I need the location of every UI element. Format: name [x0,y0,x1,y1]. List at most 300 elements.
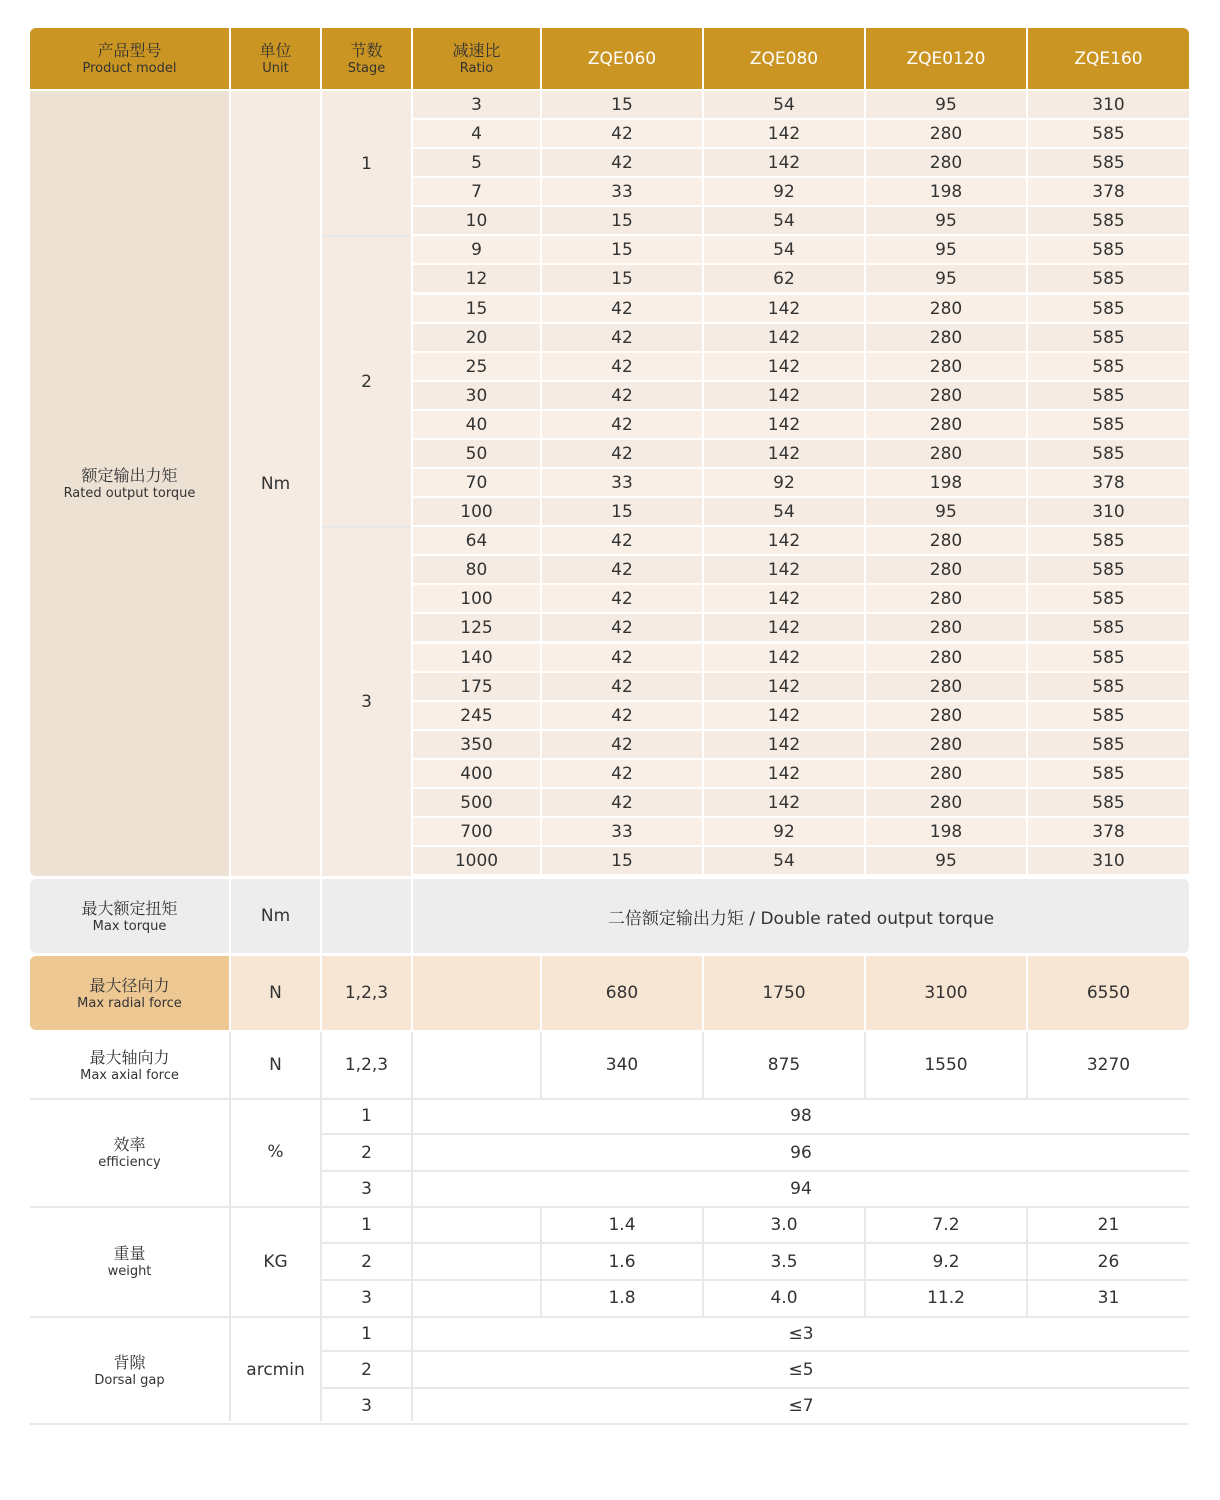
torque-value-cell [704,585,864,612]
torque-value: 142 [767,530,801,551]
efficiency-value [413,1098,1189,1134]
torque-value: 280 [929,763,963,784]
ratio-value: 80 [465,559,488,580]
weight-value-cell [1028,1207,1189,1243]
torque-value-cell [542,498,702,525]
torque-value-cell [704,498,864,525]
torque-value: 42 [611,676,633,697]
backlash-label [30,1316,229,1424]
ratio-value: 125 [460,617,493,638]
stage-cell [322,236,411,527]
torque-value: 42 [611,588,633,609]
max-axial-en: Max axial force [80,1067,179,1083]
torque-value-cell [542,382,702,409]
torque-value-cell [704,847,864,874]
torque-value-cell [704,731,864,758]
torque-value-cell [704,469,864,496]
ratio-value: 5 [471,152,482,173]
unit-text: KG [263,1251,288,1272]
stage-text: 2 [361,1142,372,1163]
torque-value: 92 [773,472,795,493]
max-axial-unit [231,1032,320,1098]
torque-value: 280 [929,443,963,464]
weight-value: 1.6 [608,1251,636,1272]
torque-value: 198 [929,472,963,493]
row-divider [30,1423,1189,1425]
max-radial-cn: 最大径向力 [89,975,170,995]
weight-value: 1.8 [608,1288,636,1308]
torque-value: 378 [1092,472,1125,493]
torque-value: 54 [773,501,795,522]
max-radial-stage [322,956,411,1030]
weight-stage [322,1280,411,1316]
column-divider [864,1207,866,1316]
torque-value: 33 [611,472,633,493]
torque-value-cell [866,440,1026,467]
torque-value: 585 [1092,327,1125,348]
stage-text: 3 [361,1288,372,1308]
torque-value: 15 [611,94,633,115]
torque-value-cell [866,614,1026,641]
torque-value: 95 [935,850,957,871]
torque-value: 142 [767,327,801,348]
torque-value-cell [542,207,702,234]
column-divider [1026,1032,1028,1098]
ratio-value: 30 [465,385,488,406]
ratio-cell [413,295,540,322]
ratio-value: 7 [471,181,482,202]
torque-value-cell [1028,411,1189,438]
max-radial-value-cell [1028,956,1189,1030]
torque-value-cell [704,149,864,176]
header-stage-en: Stage [347,61,386,76]
weight-value: 21 [1097,1215,1120,1235]
weight-stage [322,1207,411,1243]
header-model [30,28,229,89]
ratio-value: 140 [460,647,493,668]
efficiency-cn: 效率 [113,1134,146,1154]
header-unit [231,28,320,89]
torque-value: 42 [611,647,633,668]
backlash-value-text: ≤5 [788,1359,814,1380]
stage-text: 1,2,3 [344,983,389,1003]
backlash-stage [322,1316,411,1351]
backlash-stage [322,1388,411,1424]
torque-value: 95 [935,239,957,260]
weight-value: 31 [1097,1288,1120,1308]
torque-value-cell [1028,644,1189,671]
torque-value-cell [1028,178,1189,205]
torque-value: 142 [767,298,801,319]
backlash-stage [322,1351,411,1388]
ratio-cell [413,178,540,205]
weight-value-cell [1028,1243,1189,1280]
backlash-en: Dorsal gap [94,1372,165,1388]
torque-value: 42 [611,530,633,551]
torque-value: 142 [767,414,801,435]
ratio-value: 64 [465,530,488,551]
torque-value-cell [866,91,1026,118]
torque-value-cell [704,411,864,438]
torque-value: 585 [1092,239,1125,260]
column-divider [411,1032,413,1421]
torque-value: 142 [767,123,801,144]
weight-value-cell [866,1280,1026,1316]
torque-value: 585 [1092,443,1125,464]
weight-value-cell [1028,1280,1189,1316]
ratio-cell [413,556,540,583]
torque-value: 142 [767,443,801,464]
max-axial-value-cell [542,1032,702,1098]
torque-value: 33 [611,181,633,202]
torque-value: 62 [773,268,795,289]
torque-value: 142 [767,588,801,609]
max-radial-value-cell [704,956,864,1030]
torque-value-cell [866,585,1026,612]
stage-text: 1 [361,1215,372,1235]
torque-value: 280 [929,414,963,435]
max-radial-en: Max radial force [77,995,182,1011]
torque-value-cell [1028,120,1189,147]
torque-value: 42 [611,559,633,580]
torque-value: 585 [1092,385,1125,406]
ratio-cell [413,120,540,147]
unit-text: % [267,1142,284,1162]
weight-cn: 重量 [113,1244,146,1263]
max-axial-value-cell [1028,1032,1189,1098]
torque-value: 585 [1092,763,1125,784]
torque-value-cell [866,236,1026,263]
torque-value: 33 [611,821,633,842]
torque-value: 585 [1092,559,1125,580]
header-model-2 [866,28,1026,89]
torque-value: 42 [611,414,633,435]
torque-value: 280 [929,588,963,609]
torque-value: 92 [773,821,795,842]
torque-value-cell [542,295,702,322]
max-torque-label [30,879,229,953]
weight-value-cell [866,1243,1026,1280]
stage-text: 2 [361,1359,372,1380]
torque-value-cell [704,644,864,671]
torque-value: 142 [767,763,801,784]
stage-divider [322,526,411,528]
stage-text: 2 [361,1251,372,1272]
rated-torque-label [30,91,229,876]
column-divider [702,1032,704,1098]
torque-value-cell [866,789,1026,816]
torque-value-cell [1028,731,1189,758]
torque-value-cell [866,469,1026,496]
torque-value-cell [542,469,702,496]
torque-value-cell [1028,614,1189,641]
efficiency-value-text: 98 [790,1106,812,1126]
torque-value: 142 [767,559,801,580]
stage-cell [322,527,411,876]
torque-value: 585 [1092,298,1125,319]
torque-value-cell [542,760,702,787]
torque-value-cell [542,91,702,118]
ratio-value: 9 [471,239,482,260]
axial-value: 1550 [924,1055,968,1075]
ratio-cell [413,469,540,496]
weight-value-cell [704,1280,864,1316]
spec-table [30,28,1189,1421]
torque-value-cell [542,440,702,467]
torque-value: 310 [1092,850,1125,871]
header-unit-cn: 单位 [259,41,292,60]
torque-value: 54 [773,239,795,260]
torque-value-cell [704,440,864,467]
torque-value: 585 [1092,792,1125,813]
stage-text: 3 [361,1396,372,1416]
torque-value-cell [1028,207,1189,234]
torque-value-cell [542,585,702,612]
torque-value: 42 [611,792,633,813]
efficiency-unit [231,1098,320,1206]
torque-value-cell [1028,789,1189,816]
backlash-value [413,1388,1189,1424]
torque-value-cell [704,382,864,409]
max-torque-stage [322,879,411,953]
torque-value-cell [542,324,702,351]
torque-value-cell [542,236,702,263]
ratio-value: 50 [465,443,488,464]
weight-value: 9.2 [932,1251,960,1272]
ratio-value: 100 [460,501,493,522]
ratio-value: 1000 [454,850,499,871]
torque-value: 142 [767,705,801,726]
max-torque-value [413,879,1189,953]
weight-value: 11.2 [927,1288,965,1308]
torque-value-cell [542,673,702,700]
header-model-name: ZQE060 [587,48,657,69]
weight-unit [231,1207,320,1316]
torque-value-cell [1028,818,1189,845]
torque-value: 280 [929,559,963,580]
torque-value: 142 [767,356,801,377]
torque-value-cell [542,411,702,438]
torque-value-cell [542,847,702,874]
stage-text: 1 [361,1106,372,1126]
efficiency-stage [322,1171,411,1206]
header-model-name: ZQE160 [1074,48,1143,69]
torque-value: 42 [611,327,633,348]
ratio-cell [413,440,540,467]
torque-value-cell [704,614,864,641]
stage-text: 3 [361,1178,372,1199]
ratio-cell [413,149,540,176]
torque-value-cell [1028,760,1189,787]
ratio-value: 20 [465,327,488,348]
torque-value-cell [542,731,702,758]
torque-value: 95 [935,501,957,522]
torque-value-cell [1028,498,1189,525]
rated-torque-cn: 额定输出力矩 [81,466,178,485]
header-ratio-cn: 减速比 [452,41,501,60]
ratio-value: 700 [460,821,493,842]
torque-value: 142 [767,385,801,406]
stage-divider [322,235,411,237]
torque-value-cell [1028,527,1189,554]
torque-value-cell [542,614,702,641]
weight-stage [322,1243,411,1280]
torque-value: 310 [1092,501,1125,522]
torque-value: 280 [929,327,963,348]
torque-value: 142 [767,647,801,668]
column-divider [320,1032,322,1421]
torque-value: 280 [929,792,963,813]
ratio-value: 175 [460,676,493,697]
torque-value-cell [704,702,864,729]
efficiency-value [413,1171,1189,1206]
ratio-cell [413,818,540,845]
torque-value: 42 [611,298,633,319]
torque-value-cell [704,818,864,845]
torque-value-cell [866,178,1026,205]
torque-value-cell [866,527,1026,554]
efficiency-label [30,1098,229,1206]
torque-value-cell [704,673,864,700]
ratio-value: 245 [460,705,493,726]
torque-value: 280 [929,705,963,726]
rated-torque-unit [231,91,320,876]
backlash-value [413,1351,1189,1388]
torque-value-cell [866,265,1026,292]
max-axial-label [30,1032,229,1098]
max-torque-cn: 最大额定扭矩 [81,898,178,918]
weight-value-cell [542,1207,702,1243]
header-model-1 [704,28,864,89]
ratio-cell [413,585,540,612]
header-unit-en: Unit [262,61,289,76]
torque-value: 142 [767,792,801,813]
torque-value-cell [866,382,1026,409]
torque-value: 54 [773,210,795,231]
torque-value: 585 [1092,617,1125,638]
header-stage-cn: 节数 [350,41,383,60]
unit-text: Nm [260,906,291,926]
torque-value-cell [542,178,702,205]
weight-en: weight [107,1264,152,1279]
efficiency-value-text: 94 [790,1178,812,1199]
weight-value-cell [704,1243,864,1280]
weight-value-cell [542,1280,702,1316]
weight-value: 7.2 [932,1215,960,1235]
header-model-3 [1028,28,1189,89]
torque-value-cell [1028,556,1189,583]
torque-value-cell [542,527,702,554]
torque-value: 42 [611,617,633,638]
radial-value: 1750 [762,983,806,1003]
torque-value: 42 [611,734,633,755]
torque-value: 585 [1092,676,1125,697]
efficiency-stage [322,1098,411,1134]
torque-value-cell [704,353,864,380]
torque-value: 585 [1092,356,1125,377]
torque-value: 42 [611,152,633,173]
torque-value: 585 [1092,152,1125,173]
torque-value-cell [866,149,1026,176]
torque-value: 142 [767,152,801,173]
ratio-cell [413,614,540,641]
max-radial-blank [413,956,540,1030]
ratio-value: 3 [471,94,482,115]
column-divider [1026,1207,1028,1316]
torque-value-cell [542,556,702,583]
torque-value: 378 [1092,181,1125,202]
torque-value: 15 [611,210,633,231]
torque-value-cell [1028,847,1189,874]
torque-value: 95 [935,268,957,289]
torque-value-cell [1028,265,1189,292]
torque-value: 585 [1092,414,1125,435]
torque-value-cell [1028,469,1189,496]
unit-text: arcmin [246,1360,305,1380]
ratio-cell [413,644,540,671]
weight-value: 4.0 [770,1288,798,1308]
weight-value: 26 [1097,1251,1120,1272]
torque-value: 280 [929,298,963,319]
ratio-value: 400 [460,763,493,784]
torque-value: 585 [1092,210,1125,231]
torque-value: 42 [611,356,633,377]
torque-value: 15 [611,239,633,260]
torque-value: 585 [1092,734,1125,755]
weight-value: 3.0 [770,1215,798,1235]
ratio-cell [413,353,540,380]
torque-value-cell [866,207,1026,234]
efficiency-stage [322,1134,411,1171]
torque-value: 54 [773,850,795,871]
torque-value: 95 [935,210,957,231]
axial-value: 3270 [1086,1055,1131,1075]
torque-value-cell [1028,91,1189,118]
torque-value: 378 [1092,821,1125,842]
torque-value-cell [704,91,864,118]
torque-value-cell [704,295,864,322]
ratio-cell [413,91,540,118]
ratio-value: 70 [465,472,488,493]
ratio-value: 15 [465,298,488,319]
torque-value: 42 [611,123,633,144]
stage-text: 1 [361,1323,372,1344]
torque-value: 280 [929,356,963,377]
weight-value: 1.4 [608,1215,636,1235]
backlash-value [413,1316,1189,1351]
torque-value-cell [1028,702,1189,729]
torque-value-cell [866,847,1026,874]
ratio-cell [413,527,540,554]
torque-value: 280 [929,123,963,144]
torque-value-cell [866,120,1026,147]
torque-value-cell [542,353,702,380]
torque-value-cell [704,207,864,234]
ratio-cell [413,498,540,525]
backlash-value-text: ≤7 [788,1396,814,1416]
torque-value: 585 [1092,268,1125,289]
torque-value: 42 [611,443,633,464]
torque-value-cell [704,789,864,816]
radial-value: 680 [605,983,639,1003]
torque-value-cell [866,411,1026,438]
torque-value-cell [704,556,864,583]
ratio-cell [413,789,540,816]
torque-value: 585 [1092,705,1125,726]
max-radial-value-cell [866,956,1026,1030]
torque-value: 54 [773,94,795,115]
torque-value-cell [1028,324,1189,351]
